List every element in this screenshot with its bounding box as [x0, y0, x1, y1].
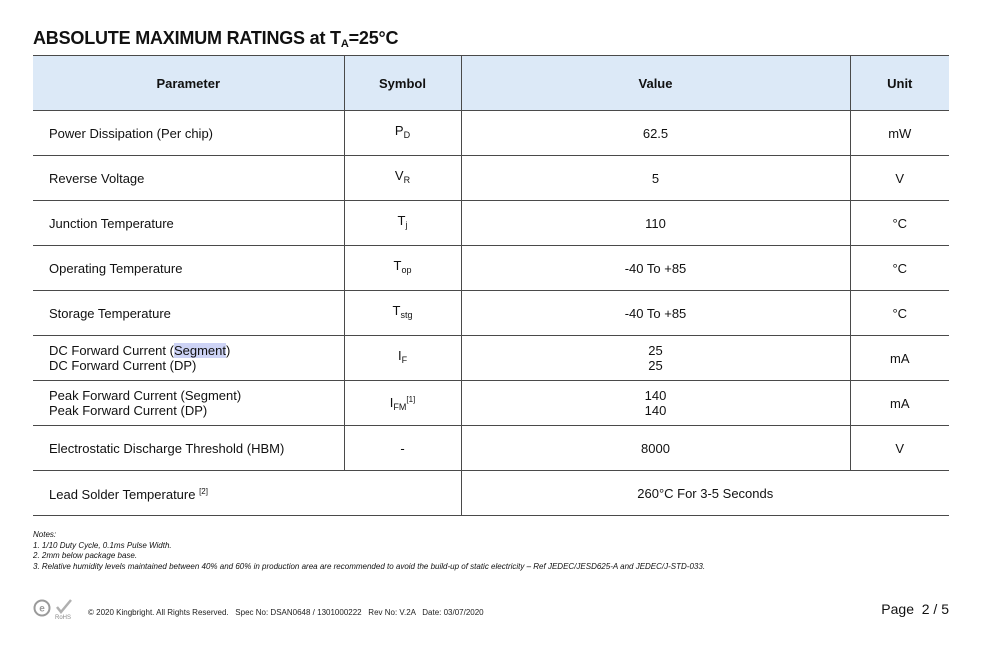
- unit-cell: °C: [850, 246, 949, 291]
- note-item: 3. Relative humidity levels maintained between 40% and 60% in production area are recommended to avoid the build-up of static electricity – Ref JEDEC/JESD625-A and JEDEC/J-STD-033.: [33, 561, 706, 571]
- parameter-cell: Reverse Voltage: [33, 156, 344, 201]
- value-cell: 62.5: [461, 111, 850, 156]
- table-row: [33, 291, 949, 336]
- value-line: 140: [644, 388, 667, 403]
- symbol-subscript: FM: [393, 401, 407, 412]
- value-cell: 8000: [461, 426, 850, 471]
- parameter-cell: [33, 471, 461, 516]
- parameter-cell: Power Dissipation (Per chip): [33, 111, 344, 156]
- symbol-text: T: [397, 213, 406, 228]
- parameter-cell: Operating Temperature: [33, 246, 344, 291]
- title-suffix: =25°C: [348, 28, 399, 48]
- value-cell: [461, 381, 850, 426]
- parameter-cell: Electrostatic Discharge Threshold (HBM): [33, 426, 344, 471]
- copyright-text: © 2020 Kingbright. All Rights Reserved. Spec No: DSAN0648 / 1301000222 Rev No: V.2A Date: 03/07/2020: [88, 608, 484, 617]
- table-row: [33, 471, 949, 516]
- header-parameter: Parameter: [33, 56, 344, 111]
- value-line: 25: [648, 358, 663, 373]
- symbol-text: I: [389, 394, 394, 410]
- symbol-cell: [344, 156, 461, 201]
- symbol-cell: [344, 111, 461, 156]
- table-row: [33, 426, 949, 471]
- title-text: ABSOLUTE MAXIMUM RATINGS at T: [33, 28, 341, 48]
- symbol-subscript: F: [401, 355, 408, 365]
- unit-cell: mA: [850, 336, 949, 381]
- header-symbol: Symbol: [344, 56, 461, 111]
- table-row: [33, 201, 949, 246]
- unit-cell: mA: [850, 381, 949, 426]
- section-title: [33, 28, 398, 50]
- value-line: 140: [644, 403, 667, 418]
- parameter-text: DC Forward Current (: [49, 343, 174, 358]
- notes: [33, 530, 705, 572]
- parameter-line: DC Forward Current (DP): [49, 358, 197, 373]
- table-row: [33, 156, 949, 201]
- symbol-text: I: [397, 348, 402, 363]
- unit-cell: V: [850, 426, 949, 471]
- table-row: [33, 246, 949, 291]
- page-number: Page 2 / 5: [881, 601, 949, 617]
- unit-cell: °C: [850, 201, 949, 246]
- svg-text:e: e: [39, 603, 45, 615]
- text-selection-highlight: Segment: [173, 343, 227, 358]
- table-row: [33, 336, 949, 381]
- value-line: 25: [648, 343, 663, 358]
- symbol-text: T: [393, 258, 402, 273]
- ratings-table: [33, 55, 949, 516]
- value-cell: [461, 336, 850, 381]
- symbol-subscript: R: [403, 175, 411, 185]
- footnote-ref: [2]: [199, 487, 208, 496]
- parameter-cell: Storage Temperature: [33, 291, 344, 336]
- parameter-text: Lead Solder Temperature: [49, 487, 200, 502]
- value-cell: 110: [461, 201, 850, 246]
- symbol-cell: [344, 291, 461, 336]
- symbol-subscript: op: [401, 265, 412, 275]
- value-cell: 260°C For 3-5 Seconds: [461, 471, 949, 516]
- header-unit: Unit: [850, 56, 949, 111]
- symbol-text: V: [394, 168, 404, 183]
- table-header-row: [33, 56, 949, 111]
- symbol-cell: [344, 201, 461, 246]
- unit-cell: °C: [850, 291, 949, 336]
- footer: [33, 598, 949, 620]
- rohs-label: RoHS: [54, 615, 72, 620]
- value-cell: -40 To +85: [461, 291, 850, 336]
- note-item: 1. 1/10 Duty Cycle, 0.1ms Pulse Width.: [33, 540, 172, 550]
- parameter-line: Peak Forward Current (Segment): [49, 388, 242, 403]
- symbol-text: P: [394, 123, 404, 138]
- parameter-text: ): [226, 343, 231, 358]
- symbol-subscript: stg: [400, 310, 413, 320]
- value-cell: 5: [461, 156, 850, 201]
- parameter-cell: Junction Temperature: [33, 201, 344, 246]
- title-subscript: A: [340, 38, 349, 50]
- symbol-text: T: [392, 303, 401, 318]
- parameter-cell: [33, 381, 344, 426]
- rohs-logo-icon: [33, 598, 77, 620]
- notes-heading: Notes:: [33, 530, 57, 539]
- symbol-cell: [344, 336, 461, 381]
- unit-cell: V: [850, 156, 949, 201]
- table-row: [33, 381, 949, 426]
- table-row: [33, 111, 949, 156]
- parameter-line: Peak Forward Current (DP): [49, 403, 208, 418]
- symbol-cell: -: [344, 426, 461, 471]
- value-cell: -40 To +85: [461, 246, 850, 291]
- symbol-cell: [344, 381, 461, 426]
- footnote-ref: [1]: [406, 394, 416, 404]
- header-value: Value: [461, 56, 850, 111]
- symbol-cell: [344, 246, 461, 291]
- note-item: 2. 2mm below package base.: [33, 551, 138, 560]
- unit-cell: mW: [850, 111, 949, 156]
- symbol-subscript: D: [403, 130, 411, 140]
- parameter-cell: [33, 336, 344, 381]
- parameter-line: [49, 343, 344, 358]
- symbol-subscript: j: [405, 220, 408, 230]
